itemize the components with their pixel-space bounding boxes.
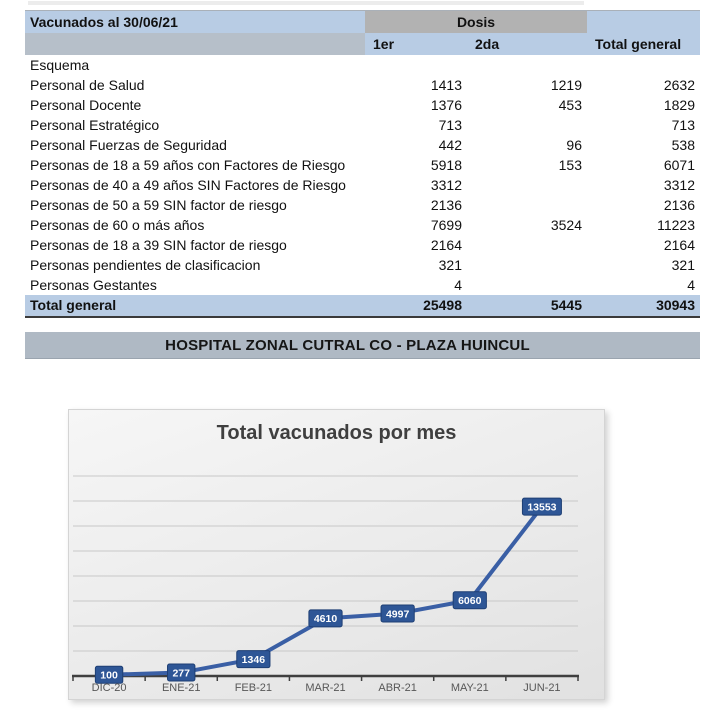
x-axis-label: MAR-21 bbox=[305, 682, 346, 694]
cell-total: 6071 bbox=[663, 157, 695, 173]
cell-1er: 7699 bbox=[430, 217, 462, 233]
data-label: 1346 bbox=[241, 653, 266, 666]
cell-total: 2632 bbox=[663, 77, 695, 93]
cell-total: 3312 bbox=[663, 177, 695, 193]
data-label: 13553 bbox=[527, 501, 557, 514]
cell-total: 713 bbox=[671, 117, 695, 133]
table-header-row-2 bbox=[25, 33, 700, 55]
cell-1er: 5918 bbox=[430, 157, 462, 173]
cell-2da: 1219 bbox=[550, 77, 582, 93]
header-empty-cell bbox=[25, 33, 365, 55]
row-label: Personas de 50 a 59 SIN factor de riesgo bbox=[30, 197, 287, 213]
cell-total: 11223 bbox=[657, 217, 695, 233]
table-row bbox=[25, 215, 700, 235]
cell-1er bbox=[365, 55, 467, 75]
table-row bbox=[25, 255, 700, 275]
cell-1er: 4 bbox=[454, 277, 462, 293]
cell-1er: 2164 bbox=[430, 237, 462, 253]
cell-total: 2136 bbox=[663, 197, 695, 213]
cell-2da: 153 bbox=[558, 157, 582, 173]
table-row bbox=[25, 275, 700, 295]
table-row bbox=[25, 75, 700, 95]
x-axis-label: ENE-21 bbox=[161, 682, 201, 694]
row-label: Personal Fuerzas de Seguridad bbox=[30, 137, 227, 153]
chart-card bbox=[68, 409, 605, 700]
total-cell-2da: 5445 bbox=[550, 297, 582, 313]
row-label: Esquema bbox=[30, 57, 90, 73]
row-label: Personas pendientes de clasificacion bbox=[30, 257, 261, 273]
hospital-banner bbox=[25, 332, 700, 359]
row-label: Personal de Salud bbox=[30, 77, 145, 93]
cell-total bbox=[587, 55, 700, 75]
table-row bbox=[25, 55, 700, 75]
x-axis-label: JUN-21 bbox=[523, 682, 561, 694]
row-label: Personas Gestantes bbox=[30, 277, 157, 293]
table-row bbox=[25, 175, 700, 195]
total-row-label: Total general bbox=[30, 297, 117, 313]
row-label: Personas de 18 a 39 SIN factor de riesgo bbox=[30, 237, 287, 253]
table-row bbox=[25, 135, 700, 155]
row-label: Personal Estratégico bbox=[30, 117, 160, 133]
cell-2da: 3524 bbox=[550, 217, 582, 233]
table-title: Vacunados al 30/06/21 bbox=[25, 11, 365, 33]
table-row bbox=[25, 155, 700, 175]
data-label: 277 bbox=[172, 667, 190, 680]
data-label: 4610 bbox=[313, 613, 338, 626]
cell-total: 4 bbox=[687, 277, 695, 293]
cell-total: 321 bbox=[671, 257, 695, 273]
row-label: Personal Docente bbox=[30, 97, 142, 113]
total-row bbox=[25, 295, 700, 318]
series-line bbox=[109, 507, 542, 675]
table-row bbox=[25, 115, 700, 135]
data-label: 6060 bbox=[458, 595, 482, 608]
total-cell-1er: 25498 bbox=[423, 297, 462, 313]
x-axis-label: MAY-21 bbox=[450, 682, 489, 694]
table-row bbox=[25, 235, 700, 255]
vaccination-table bbox=[25, 10, 700, 318]
cell-2da bbox=[467, 175, 587, 195]
cell-2da bbox=[467, 115, 587, 135]
cell-1er: 2136 bbox=[430, 197, 462, 213]
chart-title: Total vacunados por mes bbox=[216, 422, 457, 444]
cell-2da bbox=[467, 235, 587, 255]
x-axis-label: FEB-21 bbox=[234, 682, 273, 694]
cell-total: 1829 bbox=[663, 97, 695, 113]
row-label: Personas de 60 o más años bbox=[30, 217, 205, 233]
cell-2da bbox=[467, 55, 587, 75]
x-axis-label: DIC-20 bbox=[91, 682, 127, 694]
table-body bbox=[25, 55, 700, 295]
table-header-row-1 bbox=[25, 11, 700, 33]
cell-1er: 442 bbox=[438, 137, 462, 153]
top-edge-artifact bbox=[28, 1, 584, 5]
dosis-header: Dosis bbox=[365, 11, 587, 33]
table-row bbox=[25, 95, 700, 115]
row-label: Personas de 40 a 49 años SIN Factores de Riesgo bbox=[30, 177, 346, 193]
cell-1er: 713 bbox=[438, 117, 462, 133]
row-label: Personas de 18 a 59 años con Factores de Riesgo bbox=[30, 157, 346, 173]
col-header-2da: 2da bbox=[467, 33, 587, 55]
banner-title: HOSPITAL ZONAL CUTRAL CO - PLAZA HUINCUL bbox=[165, 336, 530, 354]
data-label: 4997 bbox=[385, 608, 410, 621]
cell-1er: 1376 bbox=[430, 97, 462, 113]
cell-1er: 3312 bbox=[430, 177, 462, 193]
cell-2da bbox=[467, 195, 587, 215]
table-row bbox=[25, 195, 700, 215]
cell-1er: 321 bbox=[438, 257, 462, 273]
header-spacer-cell bbox=[587, 11, 700, 33]
col-header-total-general: Total general bbox=[587, 33, 700, 55]
cell-2da: 453 bbox=[558, 97, 582, 113]
x-axis-label: ABR-21 bbox=[378, 682, 417, 694]
monthly-vaccinations-chart bbox=[69, 410, 606, 701]
col-header-1er: 1er bbox=[365, 33, 467, 55]
total-cell-total: 30943 bbox=[656, 297, 695, 313]
cell-total: 538 bbox=[671, 137, 695, 153]
data-label: 100 bbox=[100, 669, 118, 682]
cell-2da: 96 bbox=[566, 137, 582, 153]
cell-2da bbox=[467, 275, 587, 295]
cell-2da bbox=[467, 255, 587, 275]
cell-1er: 1413 bbox=[430, 77, 462, 93]
cell-total: 2164 bbox=[663, 237, 695, 253]
